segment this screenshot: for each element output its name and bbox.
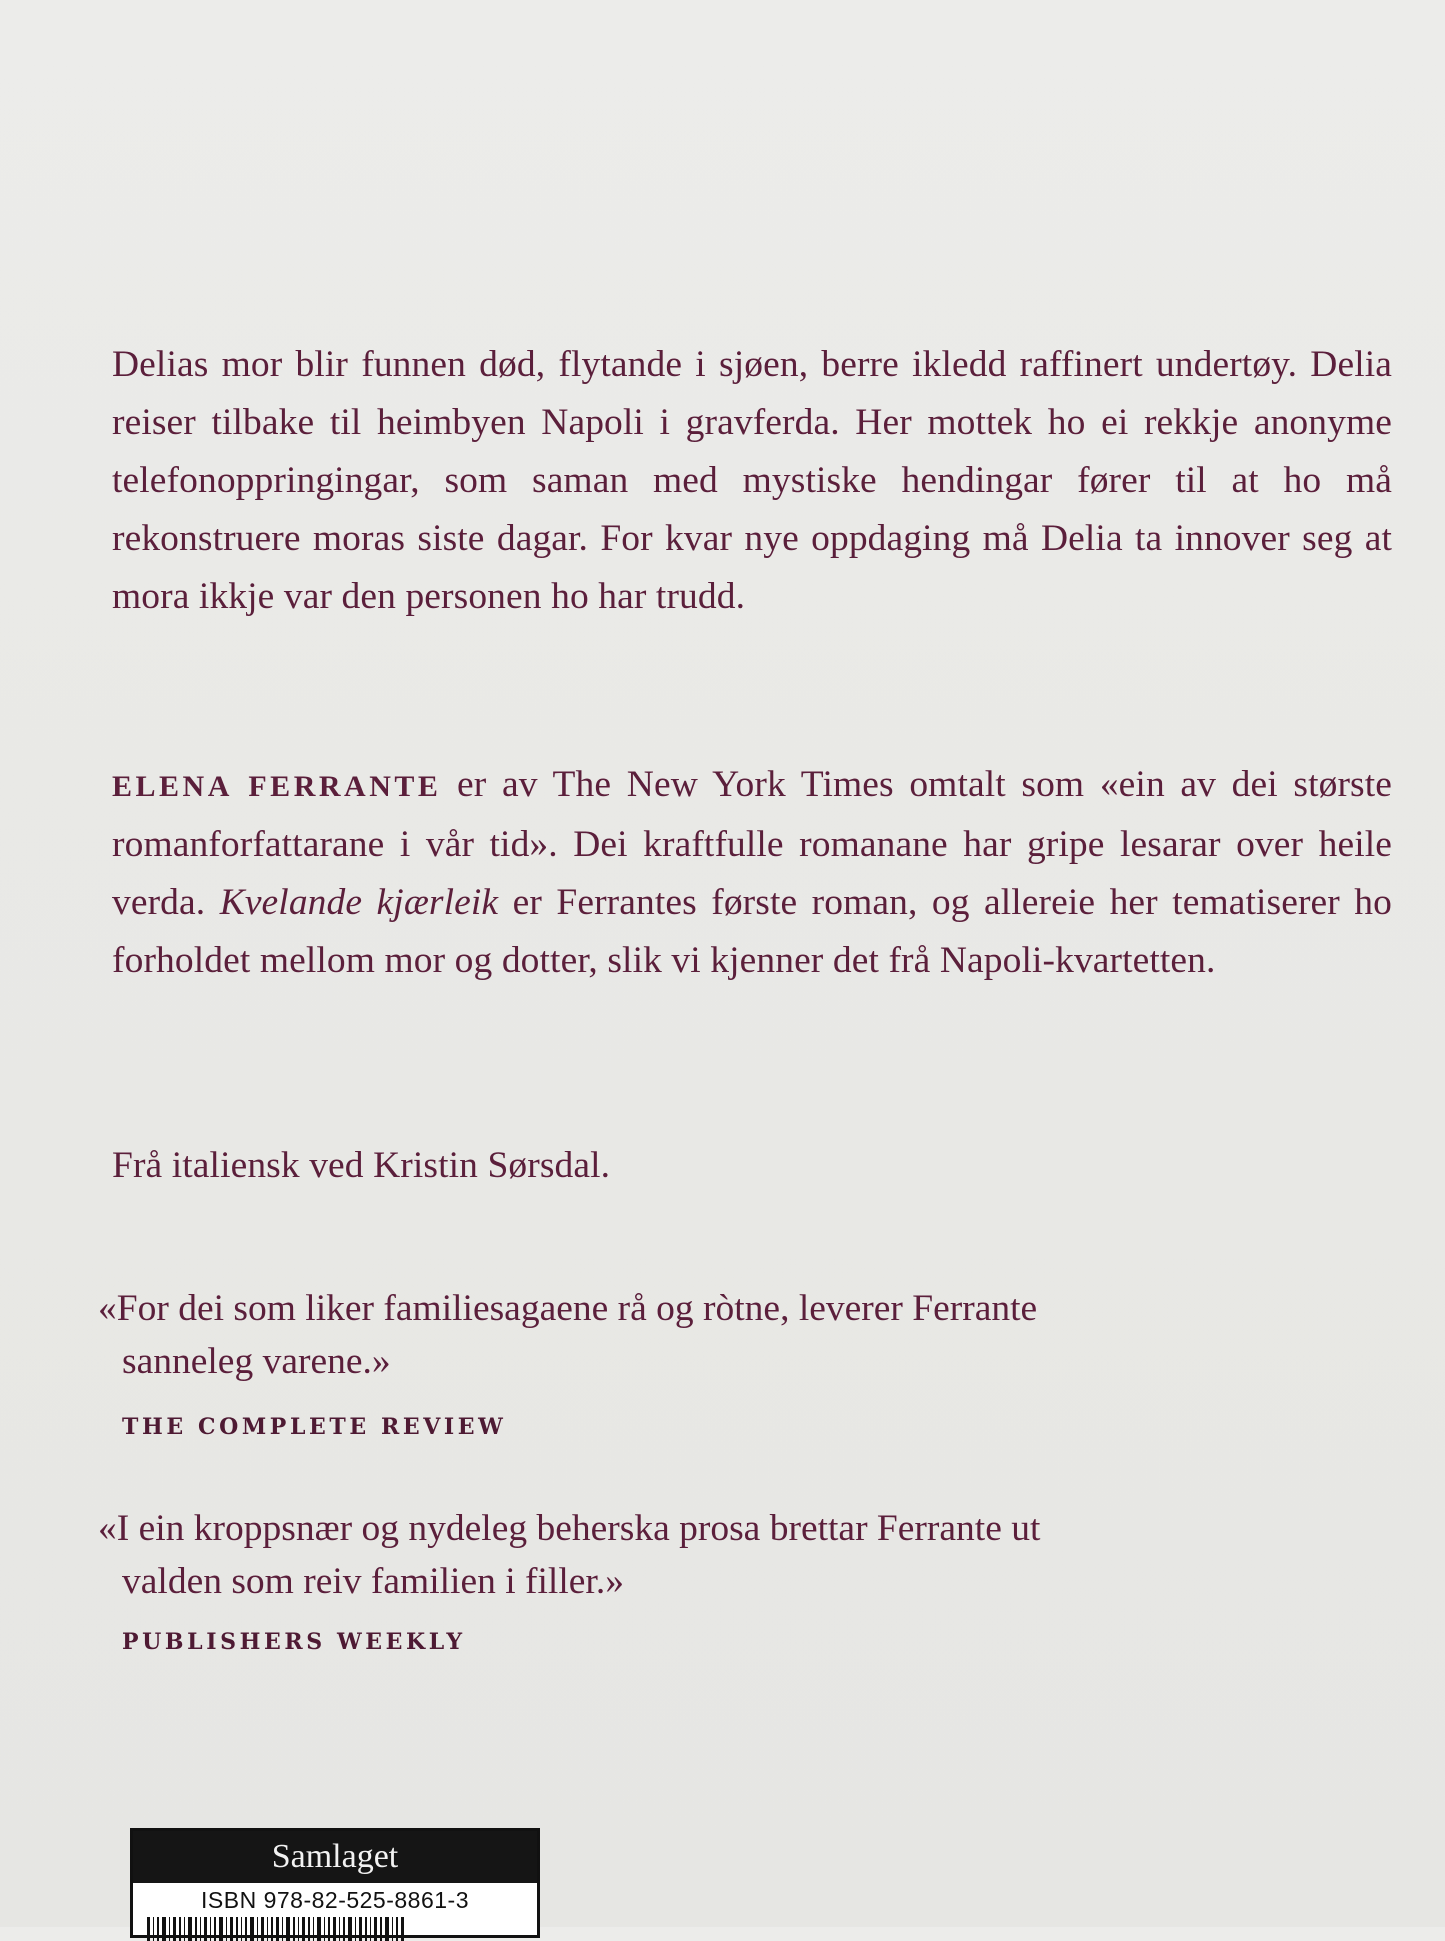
- barcode-icon: [133, 1917, 537, 1941]
- quote-source: THE COMPLETE REVIEW: [122, 1414, 507, 1440]
- quote-line: «For dei som liker familiesagaene rå og ròtne, leverer Ferrante: [98, 1288, 1038, 1329]
- isbn-label: [130, 1828, 540, 1938]
- blurb-paragraph: Delias mor blir funnen død, flytande i sjøen, berre ikledd raffinert undertøy. Delia reiser tilbake til heimbyen Napoli i gravferda. Her mottek ho ei rekkje anonyme telefonoppringingar, som saman med mystiske hendingar fører til at ho må rekonstruere moras siste dagar. For kvar nye oppdaging må Delia ta innover seg at mora ikkje var den personen ho har trudd.: [112, 344, 1392, 617]
- author-paragraph: [112, 756, 1392, 990]
- author-name: ELENA FERRANTE: [112, 770, 442, 803]
- review-quote: [98, 1282, 1390, 1388]
- book-title: Kvelande kjærleik: [219, 882, 499, 923]
- translator-note: Frå italiensk ved Kristin Sørsdal.: [112, 1145, 611, 1186]
- author-text-before-title: er av The New York Times omtalt som «ein av dei største romanforfattarane i vår tid». Dei kraftfulle romanane har gripe lesarar over heile verda.: [112, 764, 1393, 923]
- quote-source: PUBLISHERS WEEKLY: [122, 1629, 466, 1655]
- author-text-after-title: er Ferrantes første roman, og allereie her tematiserer ho forholdet mellom mor og dotter, slik vi kjenner det frå Napoli-kvartetten.: [112, 882, 1393, 981]
- publisher-name: Samlaget: [133, 1831, 537, 1883]
- quote-line: valden som reiv familien i filler.»: [122, 1561, 624, 1602]
- isbn-number: ISBN 978-82-525-8861-3: [201, 1887, 469, 1913]
- quote-line: «I ein kroppsnær og nydeleg beherska prosa brettar Ferrante ut: [98, 1508, 1041, 1549]
- review-quote: [98, 1502, 1390, 1608]
- quote-line: sanneleg varene.»: [122, 1341, 391, 1382]
